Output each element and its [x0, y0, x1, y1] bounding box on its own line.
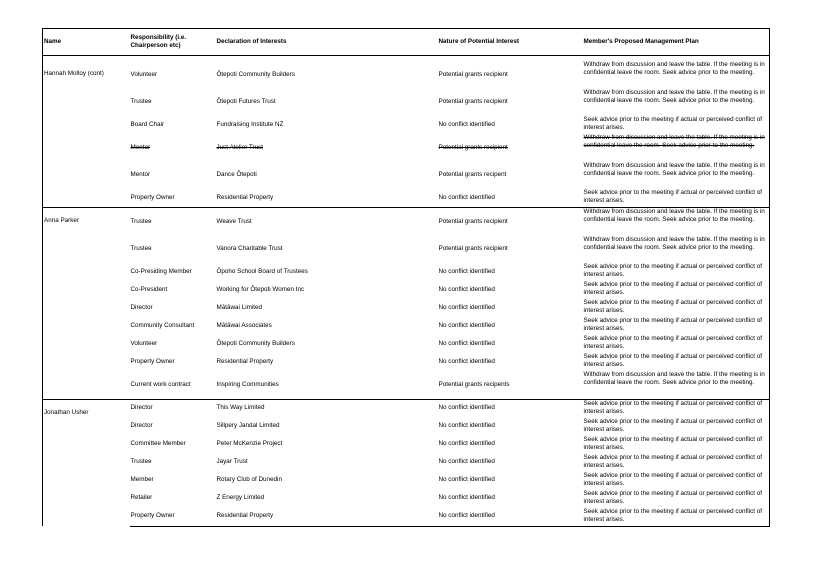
- table-row: [43, 371, 770, 399]
- role-cell: Director: [130, 399, 216, 418]
- table-row: [43, 263, 770, 281]
- role-cell: Retailer: [130, 494, 153, 502]
- declaration-cell: Vanora Charitable Trust: [216, 245, 283, 253]
- declaration-cell: Mātāwai Associates: [216, 321, 272, 329]
- header-row: [43, 29, 770, 56]
- plan-cell: Seek advice prior to the meeting if actual or perceived conflict of interest arises.: [583, 189, 770, 208]
- nature-cell: No conflict identified: [438, 120, 495, 128]
- plan-cell: Withdraw from discussion and leave the table. If the meeting is in confidential leave the room. Seek advice prior to the meeting.: [583, 134, 770, 162]
- declaration-cell: This Way Limited: [216, 399, 438, 418]
- role-cell: Director: [130, 422, 153, 430]
- nature-cell: No conflict identified: [438, 193, 495, 201]
- role-cell: Director: [130, 303, 153, 311]
- nature-cell: Potential grants recipient: [438, 208, 583, 236]
- plan-cell: Withdraw from discussion and leave the table. If the meeting is in confidential leave the room. Seek advice prior to the meeting.: [583, 208, 770, 236]
- role-cell: Property Owner: [130, 357, 175, 365]
- role-cell: Mentor: [130, 143, 151, 151]
- plan-cell: Seek advice prior to the meeting if actual or perceived conflict of interest arises.: [583, 454, 770, 472]
- header-management-plan: Member's Proposed Management Plan: [583, 29, 770, 56]
- plan-cell: Seek advice prior to the meeting if actual or perceived conflict of interest arises.: [583, 335, 770, 353]
- plan-cell: Seek advice prior to the meeting if actual or perceived conflict of interest arises.: [583, 508, 770, 527]
- plan-cell: Withdraw from discussion and leave the table. If the meeting is in confidential leave the room. Seek advice prior to the meeting.: [583, 89, 770, 117]
- member-name: Anna Parker: [43, 208, 130, 400]
- interests-register: [42, 28, 769, 527]
- role-cell: Committee Member: [130, 440, 186, 448]
- table-body: [43, 56, 770, 527]
- role-cell: Trustee: [130, 208, 216, 236]
- header-declaration: Declaration of Interests: [216, 29, 438, 56]
- nature-cell: No conflict identified: [438, 303, 495, 311]
- declaration-cell: Mātāwai Limited: [216, 303, 262, 311]
- table-row: [43, 189, 770, 208]
- table-row: [43, 134, 770, 162]
- role-cell: Trustee: [130, 98, 152, 106]
- plan-cell: Seek advice prior to the meeting if actual or perceived conflict of interest arises.: [583, 281, 770, 299]
- table-row: [43, 335, 770, 353]
- role-cell: Board Chair: [130, 120, 165, 128]
- declaration-cell: Z Energy Limited: [216, 494, 265, 502]
- plan-cell: Seek advice prior to the meeting if actual or perceived conflict of interest arises.: [583, 399, 770, 418]
- declaration-cell: Ōpoho School Board of Trustees: [216, 267, 308, 275]
- nature-cell: Potential grants recipient: [438, 245, 508, 253]
- declaration-cell: Inspiring Communities: [216, 380, 279, 388]
- member-name: Jonathan Usher: [43, 399, 130, 526]
- role-cell: Property Owner: [130, 508, 216, 527]
- plan-cell: Withdraw from discussion and leave the table. If the meeting is in confidential leave the room. Seek advice prior to the meeting.: [583, 162, 770, 190]
- declaration-cell: Peter McKenzie Project: [216, 440, 283, 448]
- nature-cell: Potential grants recipents: [438, 380, 510, 388]
- declaration-cell: Ōtepoti Community Builders: [216, 339, 295, 347]
- table-row: [43, 116, 770, 134]
- declaration-cell: Rotary Club of Dunedin: [216, 476, 282, 484]
- declaration-cell: Dance Ōtepoti: [216, 171, 257, 179]
- nature-cell: No conflict identified: [438, 399, 583, 418]
- header-nature: Nature of Potential Interest: [438, 29, 583, 56]
- table-row: [43, 490, 770, 508]
- plan-cell: Seek advice prior to the meeting if actual or perceived conflict of interest arises.: [583, 116, 770, 134]
- nature-cell: No conflict identified: [438, 440, 495, 448]
- nature-cell: No conflict identified: [438, 508, 583, 527]
- role-cell: Co-Presiding Member: [130, 267, 192, 275]
- nature-cell: No conflict identified: [438, 321, 495, 329]
- plan-cell: Seek advice prior to the meeting if actual or perceived conflict of interest arises.: [583, 353, 770, 371]
- nature-cell: No conflict identified: [438, 494, 495, 502]
- nature-cell: No conflict identified: [438, 357, 495, 365]
- declaration-cell: Sillpery Jandal Limited: [216, 422, 280, 430]
- declaration-cell: Ōtepoti Community Builders: [216, 70, 295, 78]
- role-cell: Co-President: [130, 285, 168, 293]
- declaration-cell: Residential Property: [216, 357, 274, 365]
- interests-table: [42, 28, 770, 527]
- table-row: [43, 236, 770, 264]
- role-cell: Trustee: [130, 458, 152, 466]
- member-name: Hannah Molloy (cont): [43, 61, 130, 208]
- role-cell: Volunteer: [130, 339, 158, 347]
- declaration-cell: Fundraising Institute NZ: [216, 120, 284, 128]
- role-cell: Trustee: [130, 245, 152, 253]
- table-row: [43, 208, 770, 236]
- nature-cell: No conflict identified: [438, 458, 495, 466]
- declaration-cell: Weave Trust: [216, 208, 438, 236]
- header-name: Name: [43, 29, 130, 56]
- table-row: [43, 353, 770, 371]
- plan-cell: Seek advice prior to the meeting if actual or perceived conflict of interest arises.: [583, 317, 770, 335]
- declaration-cell: Residential Property: [216, 508, 438, 527]
- nature-cell: Potential grants recipient: [438, 98, 508, 106]
- nature-cell: No conflict identified: [438, 267, 495, 275]
- plan-cell: Seek advice prior to the meeting if actual or perceived conflict of interest arises.: [583, 418, 770, 436]
- table-row: [43, 61, 770, 89]
- table-row: [43, 281, 770, 299]
- header-responsibility: Responsibility (i.e. Chairperson etc): [130, 29, 216, 56]
- nature-cell: No conflict identified: [438, 339, 495, 347]
- plan-cell: Seek advice prior to the meeting if actual or perceived conflict of interest arises.: [583, 263, 770, 281]
- table-row: [43, 418, 770, 436]
- role-cell: Member: [130, 476, 154, 484]
- declaration-cell: Working for Ōtepoti Women Inc: [216, 285, 305, 293]
- declaration-cell: Jayar Trust: [216, 458, 248, 466]
- plan-cell: Withdraw from discussion and leave the table. If the meeting is in confidential leave the room. Seek advice prior to the meeting.: [583, 371, 770, 399]
- declaration-cell: Ōtepoti Futures Trust: [216, 98, 276, 106]
- table-row: [43, 454, 770, 472]
- nature-cell: No conflict identified: [438, 422, 495, 430]
- table-row: [43, 472, 770, 490]
- nature-cell: Potential grants recipient: [438, 70, 508, 78]
- plan-cell: Seek advice prior to the meeting if actual or perceived conflict of interest arises.: [583, 436, 770, 454]
- plan-cell: Seek advice prior to the meeting if actual or perceived conflict of interest arises.: [583, 472, 770, 490]
- declaration-cell: Residential Property: [216, 193, 274, 201]
- nature-cell: No conflict identified: [438, 476, 495, 484]
- role-cell: Current work contract: [130, 380, 191, 388]
- role-cell: Community Consultant: [130, 321, 195, 329]
- plan-cell: Withdraw from discussion and leave the table. If the meeting is in confidential leave the room. Seek advice prior to the meeting.: [583, 61, 770, 89]
- nature-cell: Potential grants recipent: [438, 171, 507, 179]
- table-row: [43, 436, 770, 454]
- table-row: [43, 162, 770, 190]
- role-cell: Volunteer: [130, 70, 158, 78]
- nature-cell: No conflict identified: [438, 285, 495, 293]
- table-row: [43, 399, 770, 418]
- role-cell: Property Owner: [130, 193, 175, 201]
- table-row: [43, 508, 770, 527]
- table-row: [43, 317, 770, 335]
- table-row: [43, 89, 770, 117]
- role-cell: Mentor: [130, 171, 151, 179]
- table-row: [43, 299, 770, 317]
- plan-cell: Seek advice prior to the meeting if actual or perceived conflict of interest arises.: [583, 490, 770, 508]
- plan-cell: Withdraw from discussion and leave the table. If the meeting is in confidential leave the room. Seek advice prior to the meeting.: [583, 236, 770, 264]
- declaration-cell: Just Atelier Trust: [216, 143, 264, 151]
- plan-cell: Seek advice prior to the meeting if actual or perceived conflict of interest arises.: [583, 299, 770, 317]
- nature-cell: Potential grants recipient: [438, 143, 508, 151]
